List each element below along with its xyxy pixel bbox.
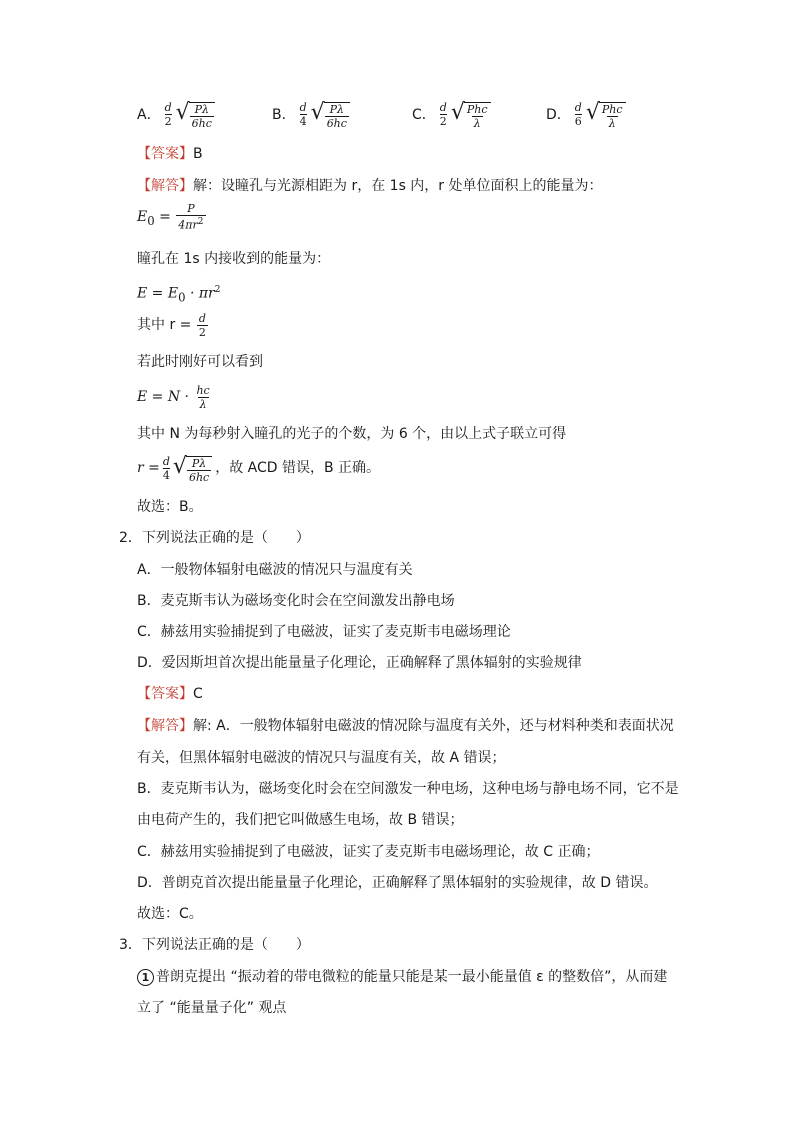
sqrt: √ $\frac{\text{Phc}}{\lambda}$	[586, 98, 626, 130]
q2-option-c: C．赫兹用实验捕捉到了电磁波，证实了麦克斯韦电磁场理论	[137, 624, 511, 640]
q2-option-a: A．一般物体辐射电磁波的情况只与温度有关	[137, 562, 413, 578]
q2-analysis-line-6: D．普朗克首次提出能量量子化理论，正确解释了黑体辐射的实验规律，故 D 错误。	[137, 875, 658, 891]
option-label: C．	[412, 107, 436, 123]
answer-value: B	[193, 146, 203, 162]
coef-num: d	[164, 100, 172, 114]
text-line-2: 瞳孔在 1s 内接收到的能量为：	[137, 251, 331, 267]
option-label: B．	[272, 107, 296, 123]
question-2-stem: 2．下列说法正确的是（ ）	[119, 530, 310, 546]
item-number-circle: 1	[137, 969, 154, 986]
equation-1: $E_0$ = $\frac{P}{4\pi r^2}$	[137, 202, 204, 232]
q2-option-d: D．爱因斯坦首次提出能量量子化理论，正确解释了黑体辐射的实验规律	[137, 655, 582, 671]
equation-3: E = N · $\frac{hc}{\lambda}$	[137, 383, 210, 411]
answer-line	[137, 144, 203, 164]
text-line-4: 若此时刚好可以看到	[137, 354, 263, 370]
option-c: C． d 2 √ $\frac{\text{Phc}}{\lambda}$	[412, 98, 491, 130]
q3-item-1-line-2: 立了 “能量量子化” 观点	[137, 1000, 287, 1016]
equation-r: 其中 r = $\frac{d}{2}$	[137, 311, 206, 339]
coef-den: 2	[164, 114, 172, 128]
analysis-tag: 【解答】	[137, 178, 193, 194]
sqrt: √ $\frac{\text{Phc}}{\lambda}$	[451, 98, 491, 130]
equation-4: r = $\frac{d}{4}$ √ $\frac{P\lambda}{6hc}$ ，故 ACD 错误，B 正确。	[137, 454, 381, 484]
q2-analysis-line-2: 有关，但黑体辐射电磁波的情况只与温度有关，故 A 错误；	[137, 750, 506, 766]
answer-tag: 【答案】	[137, 146, 193, 162]
q3-item-1-line-1: 1 普朗克提出 “振动着的带电微粒的能量只能是某一最小能量值 ε 的整数倍”，从而建	[137, 967, 667, 987]
option-b: B． d 4 √ $\frac{P\lambda}{6hc}$	[272, 98, 350, 130]
question-3-stem: 3．下列说法正确的是（ ）	[119, 937, 310, 953]
sqrt: √ $\frac{P\lambda}{6hc}$	[311, 98, 350, 130]
q2-analysis-line-4: 由电荷产生的，我们把它叫做感生电场，故 B 错误；	[137, 812, 464, 828]
q2-analysis-line-5: C．赫兹用实验捕捉到了电磁波，证实了麦克斯韦电磁场理论，故 C 正确；	[137, 844, 600, 860]
q2-analysis-line-3: B．麦克斯韦认为，磁场变化时会在空间激发一种电场，这种电场与静电场不同，它不是	[137, 781, 679, 797]
q2-answer-line: 【答案】C	[137, 686, 203, 702]
sqrt: √ $\frac{P\lambda}{6hc}$	[176, 98, 215, 130]
equation-2: $E = E_0 \cdot \pi r^2$	[137, 285, 221, 305]
option-d: D． d 6 √ $\frac{\text{Phc}}{\lambda}$	[546, 98, 626, 130]
sqrt: √ $\frac{P\lambda}{6hc}$	[173, 452, 212, 484]
option-label: A．	[137, 107, 161, 123]
q2-analysis-line-1: 【解答】解: A．一般物体辐射电磁波的情况除与温度有关外，还与材料种类和表面状况	[137, 718, 674, 734]
analysis-intro: 【解答】解：设瞳孔与光源相距为 r，在 1s 内，r 处单位面积上的能量为：	[137, 178, 603, 194]
text-line-5: 其中 N 为每秒射入瞳孔的光子的个数，为 6 个，由以上式子联立可得	[137, 426, 567, 442]
conclusion-q2: 故选：C。	[137, 906, 203, 922]
conclusion-q1: 故选：B。	[137, 499, 203, 515]
option-a	[137, 98, 215, 130]
q2-option-b: B．麦克斯韦认为磁场变化时会在空间激发出静电场	[137, 593, 455, 609]
option-label: D．	[546, 107, 571, 123]
